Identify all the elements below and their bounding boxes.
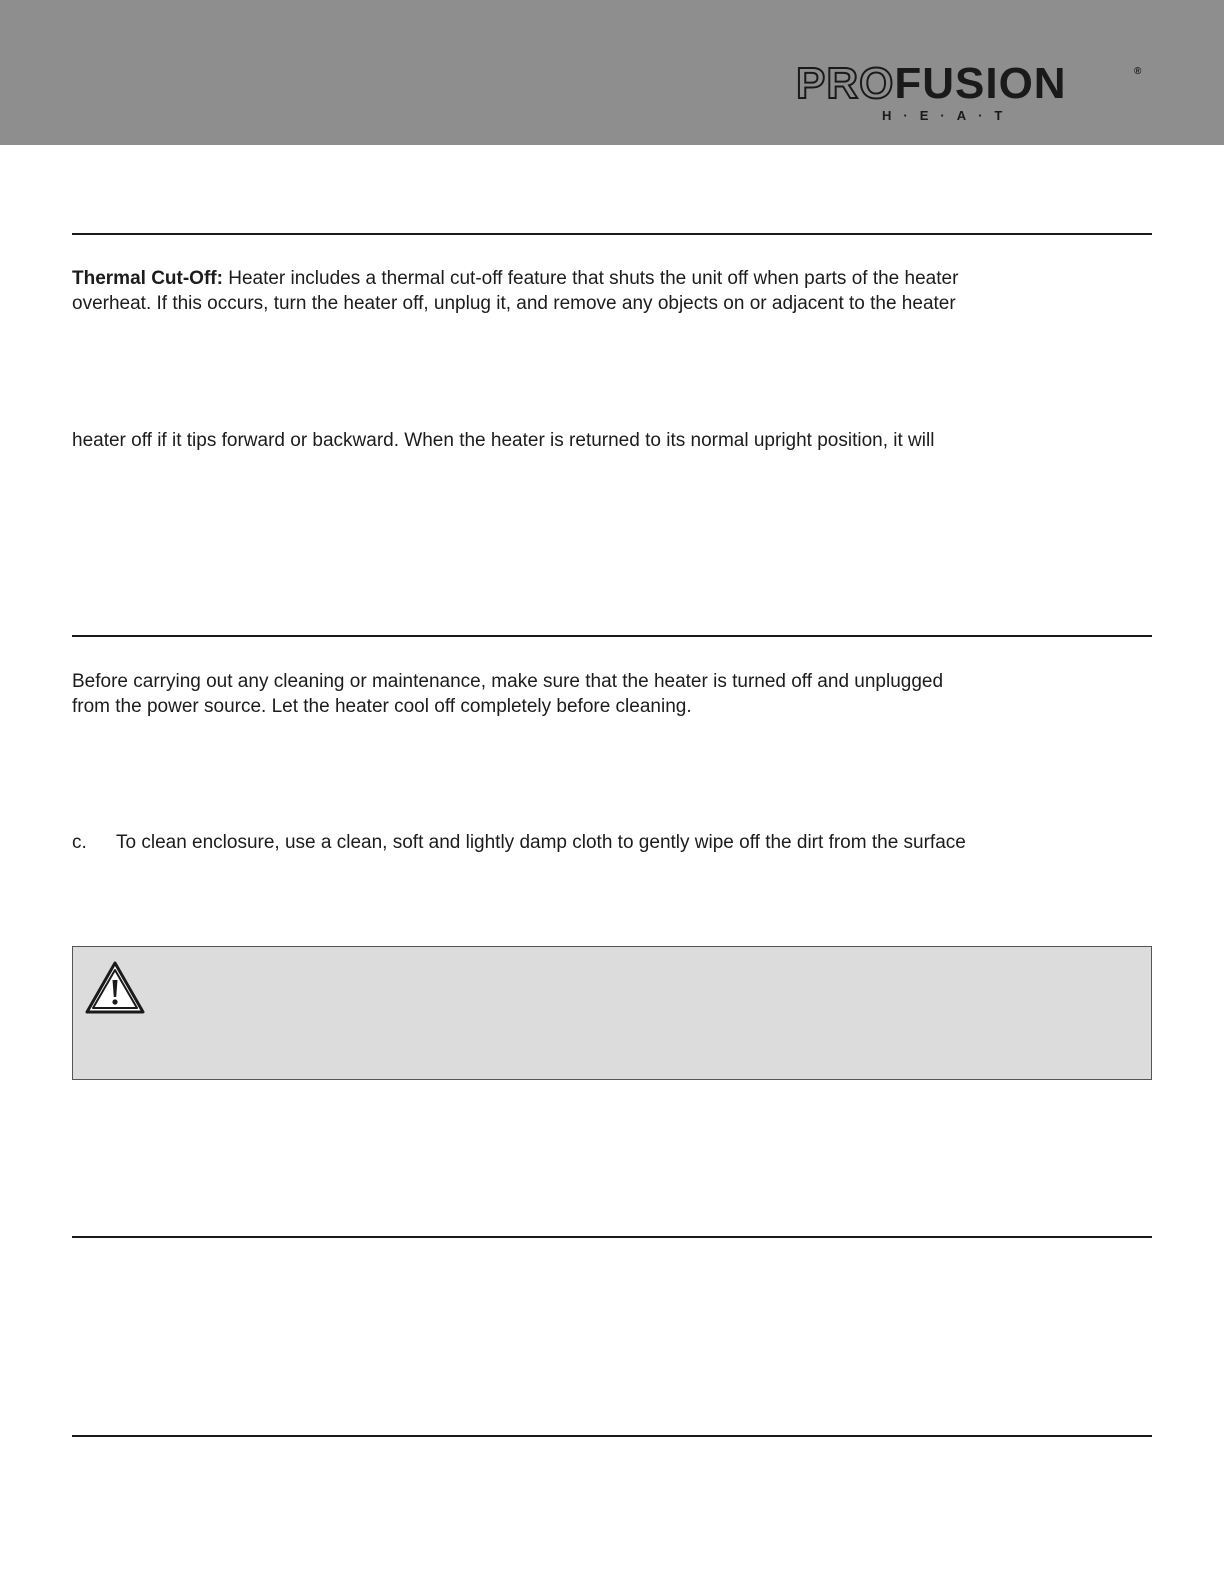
tip-over-line: heater off if it tips forward or backward. When the heater is returned to its normal upright position, it will [72,430,935,451]
section-rule [72,635,1152,637]
thermal-text: Heater includes a thermal cut-off feature that shuts the unit off when parts of the heater [222,268,959,289]
cleaning-paragraph-line-2: from the power source. Let the heater cool off completely before cleaning. [72,696,692,717]
header-band [0,0,1224,145]
thermal-paragraph-line-1 [72,266,958,291]
section-rule [72,233,1152,235]
logo-wordmark [796,59,1067,108]
list-item-c [72,830,966,855]
logo-fusion: FUSION [894,59,1067,108]
thermal-paragraph-line-2: overheat. If this occurs, turn the heater off, unplug it, and remove any objects on or adjacent to the heater [72,293,956,314]
list-item-text: To clean enclosure, use a clean, soft and lightly damp cloth to gently wipe off the dirt from the surface [116,832,966,853]
warning-triangle-icon [85,961,145,1015]
logo-pro: PRO [796,59,895,108]
section-rule [72,1236,1152,1238]
brand-logo [796,59,1146,126]
logo-subtitle: H·E·A·T [882,108,1015,123]
logo-registered-mark: ® [1134,66,1142,77]
thermal-label: Thermal Cut-Off: [72,268,223,289]
cleaning-paragraph-line-1: Before carrying out any cleaning or maintenance, make sure that the heater is turned off and unplugged [72,671,944,692]
warning-box [72,946,1152,1080]
section-rule [72,1435,1152,1437]
list-marker: c. [72,832,87,853]
